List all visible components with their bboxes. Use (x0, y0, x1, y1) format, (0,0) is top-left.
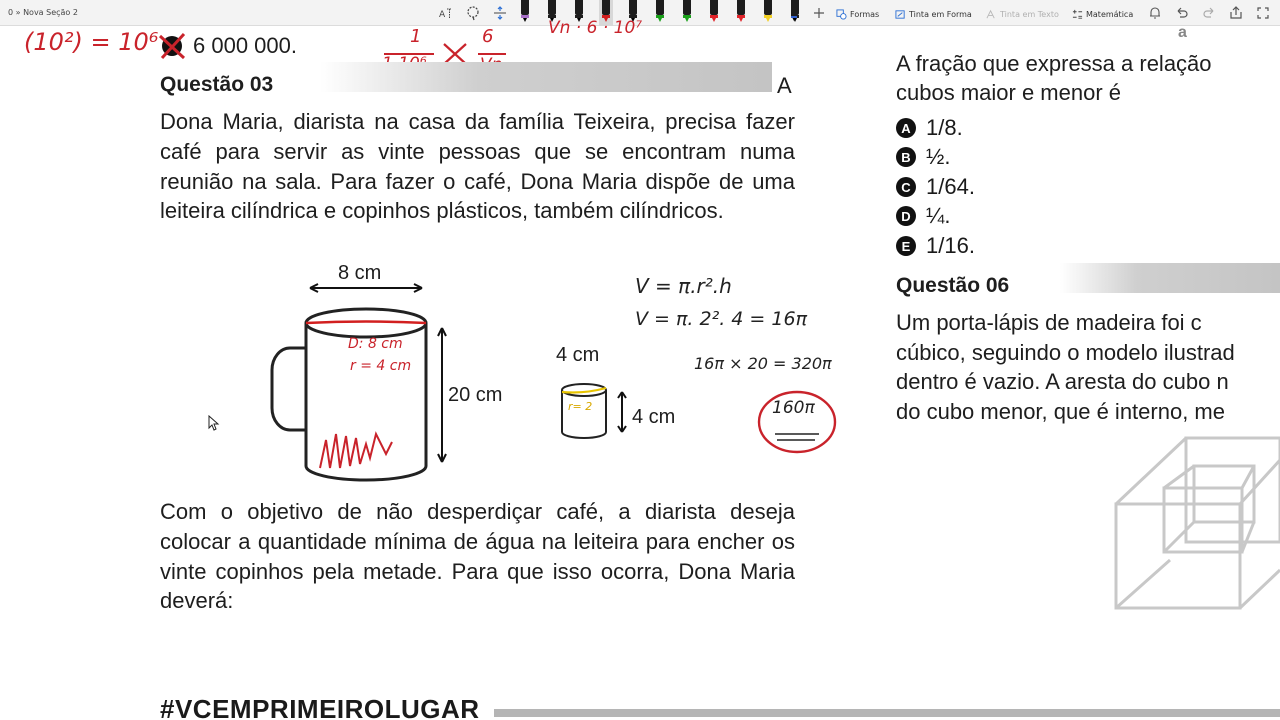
option-b-text: ½. (926, 144, 951, 169)
pen-red-2[interactable] (734, 0, 748, 22)
pen-red-1[interactable] (707, 0, 721, 22)
footer-hashtag: #VCEMPRIMEIROLUGAR (160, 694, 480, 720)
ink-to-text-button[interactable] (986, 7, 1059, 21)
cup-drawing (550, 374, 640, 446)
pen-yellow[interactable] (761, 0, 775, 22)
option-c[interactable] (896, 172, 975, 202)
shapes-icon (836, 9, 847, 20)
pitcher-drawing (250, 258, 530, 490)
option-b[interactable] (896, 142, 950, 172)
crossed-option-icon (156, 30, 188, 62)
question03-paragraph1: Dona Maria, diarista na casa da família Teixeira, precisa fazer café para servir as vinte pessoas que se encontram numa reunião na sala. Para fazer o café, Dona Maria dispõe de uma leiteira cilíndrica e copinhos plásticos, também cilíndricos. (160, 109, 795, 224)
option-e-text: 1/16. (926, 233, 975, 258)
ink-volume-calc: V = π. 2². 4 = 16π (635, 308, 808, 330)
question03-heading: Questão 03 (160, 73, 274, 96)
cup-diameter-label: 4 cm (556, 344, 600, 366)
small-letter: a (1178, 24, 1187, 41)
option-c-text: 1/64. (926, 174, 975, 199)
shapes-label: Formas (850, 9, 880, 19)
option-c-badge: C (896, 177, 916, 197)
math-label: Matemática (1086, 9, 1134, 19)
question03-figure (250, 258, 850, 490)
footer-rule (494, 709, 1280, 717)
ink-power-of-ten: (10²) = 10⁶ (24, 28, 159, 56)
ink-pitcher-radius: r = 4 cm (350, 358, 412, 374)
svg-text:A: A (439, 10, 446, 20)
pen-green-2[interactable] (680, 0, 694, 22)
question06-heading: Questão 06 (896, 274, 1010, 297)
ink-top-equation: Vn · 6 · 10⁷ (548, 18, 643, 38)
ink-to-text-icon (986, 9, 997, 20)
pen-blue-icon[interactable] (786, 5, 802, 21)
ink-fraction-numerator: 1 (410, 26, 422, 47)
pitcher-height-label: 20 cm (448, 384, 503, 406)
option-a[interactable] (896, 113, 963, 143)
mouse-cursor-icon (208, 415, 220, 431)
ink-total-volume: 16π × 20 = 320π (694, 354, 832, 373)
insert-space-icon[interactable] (492, 5, 508, 21)
share-icon[interactable] (1228, 5, 1244, 21)
math-button[interactable] (1072, 7, 1133, 21)
pen-green-1[interactable] (653, 0, 667, 22)
option-a-badge: A (896, 118, 916, 138)
ink-to-shape-label: Tinta em Forma (909, 9, 972, 19)
question03-heading-bar (320, 62, 772, 92)
question06-line1: Um porta-lápis de madeira foi c (896, 310, 1202, 335)
option-e[interactable] (896, 231, 975, 261)
question03-paragraph2: Com o objetivo de não desperdiçar café, a diarista deseja colocar a quantidade mínima de água na leiteira para encher os vinte copinhos pela metade. Para que isso ocorra, Dona Maria deverá: (160, 499, 795, 614)
option-e-badge: E (896, 236, 916, 256)
breadcrumb[interactable]: 0 » Nova Seção 2 (8, 8, 78, 17)
lasso-icon[interactable] (465, 5, 481, 21)
option-d-badge: D (896, 206, 916, 226)
question03-side-letter: A (777, 73, 792, 98)
question06-heading-bar (1060, 263, 1280, 293)
shapes-button[interactable] (836, 7, 879, 21)
add-pen-icon[interactable] (811, 5, 827, 21)
question-tail-line1: A fração que expressa a relação (896, 51, 1212, 76)
cube-in-cube-drawing (1110, 430, 1280, 614)
ink-to-text-label: Tinta em Texto (1000, 9, 1059, 19)
ink-volume-formula: V = π.r².h (635, 274, 732, 298)
option-d-text: ¼. (926, 203, 951, 228)
option-b-badge: B (896, 147, 916, 167)
math-icon (1072, 9, 1083, 20)
question06-line2: cúbico, seguindo o modelo ilustrad (896, 340, 1235, 365)
cup-height-label: 4 cm (632, 406, 676, 428)
undo-icon[interactable] (1174, 5, 1190, 21)
pen-purple[interactable] (518, 0, 532, 22)
redo-icon[interactable] (1201, 5, 1217, 21)
question06-line3: dentro é vazio. A aresta do cubo n (896, 369, 1229, 394)
option-d[interactable] (896, 201, 950, 231)
ink-circled-result: 160π (772, 398, 815, 418)
ink-to-shape-icon (895, 9, 906, 20)
option-text: 6 000 000. (193, 33, 297, 58)
ink-pitcher-diameter: D: 8 cm (348, 336, 403, 352)
pitcher-diameter-label: 8 cm (338, 262, 382, 284)
bell-icon[interactable] (1147, 5, 1163, 21)
ink-to-shape-button[interactable] (895, 7, 972, 21)
question06-line4: do cubo menor, que é interno, me (896, 399, 1225, 424)
lasso-select-icon[interactable] (438, 5, 454, 21)
question-tail-line2: cubos maior e menor é (896, 80, 1121, 105)
expand-icon[interactable] (1255, 5, 1271, 21)
ink-cup-radius: r= 2 (568, 400, 593, 413)
option-a-text: 1/8. (926, 115, 963, 140)
ink-fraction2-numerator: 6 (482, 26, 494, 47)
